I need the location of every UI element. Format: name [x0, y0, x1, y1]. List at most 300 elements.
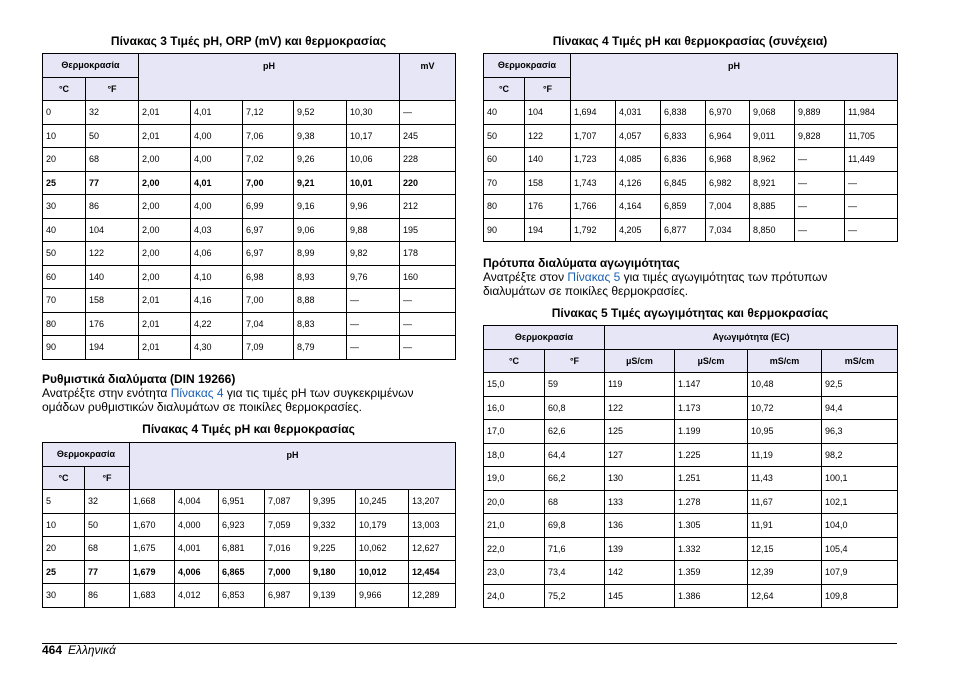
table-row — [484, 396, 898, 420]
table-cell: 158 — [86, 289, 139, 313]
table-row — [43, 124, 456, 148]
table-cell: 119 — [605, 373, 675, 397]
table-cell: 50 — [484, 124, 525, 148]
table-cell: 9,139 — [310, 584, 356, 608]
table-cell: 12,627 — [409, 537, 456, 561]
table-cell: 9,828 — [795, 124, 845, 148]
table-row — [43, 171, 456, 195]
header-fahrenheit: °F — [85, 466, 130, 490]
table-cell: 9,76 — [347, 265, 400, 289]
table-row — [43, 537, 456, 561]
table3 — [42, 53, 456, 360]
table-cell: 2,01 — [139, 312, 191, 336]
page-footer — [42, 643, 116, 657]
table-cell: 178 — [400, 242, 456, 266]
table-cell: 50 — [86, 124, 139, 148]
table-cell: 18,0 — [484, 443, 545, 467]
header-fahrenheit: °F — [86, 77, 139, 101]
table-cell: 71,6 — [545, 537, 605, 561]
table-row — [484, 443, 898, 467]
table-cell: 92,5 — [822, 373, 898, 397]
table-cell: 142 — [605, 561, 675, 585]
table-cell: 6,865 — [219, 560, 265, 584]
table-cell: 2,00 — [139, 242, 191, 266]
table-cell: 122 — [605, 396, 675, 420]
table-cell: 60 — [484, 148, 525, 172]
table-cell: 6,99 — [243, 195, 294, 219]
table-cell: 86 — [86, 195, 139, 219]
table-cell: 8,99 — [294, 242, 347, 266]
table-cell: 4,10 — [191, 265, 243, 289]
conductivity-text-before: Ανατρέξτε στον — [483, 270, 568, 284]
table-cell: 9,225 — [310, 537, 356, 561]
table-cell: 2,00 — [139, 218, 191, 242]
table-cell: 4,06 — [191, 242, 243, 266]
table-cell: 10,179 — [356, 513, 409, 537]
buffer-text-before: Ανατρέξτε στην ενότητα — [42, 386, 171, 400]
table-cell: 80 — [43, 312, 86, 336]
table-cell: — — [347, 312, 400, 336]
table-cell: 21,0 — [484, 514, 545, 538]
table-cell: 4,22 — [191, 312, 243, 336]
table-cell: 9,26 — [294, 148, 347, 172]
table-cell: 9,96 — [347, 195, 400, 219]
header-ph: pH — [139, 54, 400, 101]
table-cell: 4,057 — [616, 124, 661, 148]
header-ph: pH — [571, 54, 898, 101]
table-cell: 12,15 — [748, 537, 822, 561]
table-cell: 7,059 — [265, 513, 310, 537]
table-cell: — — [845, 171, 898, 195]
table-row — [484, 148, 898, 172]
table-cell: 20,0 — [484, 490, 545, 514]
table4-link[interactable]: Πίνακας 4 — [170, 386, 224, 400]
table-cell: 6,836 — [661, 148, 706, 172]
page-language: Ελληνικά — [68, 643, 116, 657]
header-conductivity: Αγωγιμότητα (EC) — [605, 326, 898, 350]
header-fahrenheit: °F — [525, 77, 571, 101]
table-cell: 1.305 — [675, 514, 748, 538]
table-cell: 2,00 — [139, 195, 191, 219]
table-cell: 2,01 — [139, 289, 191, 313]
table-cell: 8,921 — [750, 171, 795, 195]
table-cell: 6,845 — [661, 171, 706, 195]
header-ms-cm: mS/cm — [748, 349, 822, 373]
table-cell: 9,06 — [294, 218, 347, 242]
table-cell: 4,01 — [191, 101, 243, 125]
table-cell: 1,766 — [571, 195, 616, 219]
table-cell: 1,675 — [130, 537, 175, 561]
table-cell: 228 — [400, 148, 456, 172]
table-cell: 6,964 — [706, 124, 750, 148]
table-cell: 15,0 — [484, 373, 545, 397]
table-cell: 11,43 — [748, 467, 822, 491]
buffer-text-after: για τις τιμές pH των συγκεκριμένων ομάδων ρυθμιστικών διαλυμάτων σε ποικίλες θερμοκρασίες. — [42, 386, 414, 414]
table-cell: — — [795, 171, 845, 195]
table-cell: 1,668 — [130, 490, 175, 514]
table-cell: 1,723 — [571, 148, 616, 172]
table-cell: 4,126 — [616, 171, 661, 195]
table-row — [43, 584, 456, 608]
table-cell: 1,707 — [571, 124, 616, 148]
table-cell: 4,031 — [616, 101, 661, 125]
table-cell: 6,838 — [661, 101, 706, 125]
table-cell: 100,1 — [822, 467, 898, 491]
table-cell: 140 — [86, 265, 139, 289]
table-cell: 13,003 — [409, 513, 456, 537]
table5 — [483, 325, 898, 608]
table-cell: 9,52 — [294, 101, 347, 125]
table-cell: 4,006 — [175, 560, 219, 584]
table-cell: 245 — [400, 124, 456, 148]
page-number: 464 — [42, 643, 63, 657]
table-cell: 17,0 — [484, 420, 545, 444]
table-cell: 2,01 — [139, 101, 191, 125]
table-cell: 122 — [525, 124, 571, 148]
table-row — [484, 490, 898, 514]
table-cell: 7,004 — [706, 195, 750, 219]
table-cell: 8,850 — [750, 218, 795, 242]
table-cell: 4,164 — [616, 195, 661, 219]
table-cell: 62,6 — [545, 420, 605, 444]
table-cell: 40 — [484, 101, 525, 125]
table-cell: 9,011 — [750, 124, 795, 148]
table-cell: 6,98 — [243, 265, 294, 289]
table-cell: 4,30 — [191, 336, 243, 360]
table-cell: 25 — [43, 560, 85, 584]
table4c-caption: Πίνακας 4 Τιμές pH και θερμοκρασίας (συνέχεια) — [552, 34, 828, 48]
header-us-cm: µS/cm — [675, 349, 748, 373]
table-cell: 140 — [525, 148, 571, 172]
table-row — [43, 101, 456, 125]
table-cell: 4,00 — [191, 148, 243, 172]
header-ms-cm: mS/cm — [822, 349, 898, 373]
table-cell: 9,068 — [750, 101, 795, 125]
table-cell: 4,205 — [616, 218, 661, 242]
table-cell: 60,8 — [545, 396, 605, 420]
header-temperature: Θερμοκρασία — [484, 54, 571, 78]
table-cell: 7,00 — [243, 289, 294, 313]
table-cell: 4,085 — [616, 148, 661, 172]
table-cell: 25 — [43, 171, 86, 195]
table-cell: 12,454 — [409, 560, 456, 584]
table-cell: — — [400, 336, 456, 360]
table-cell: 11,984 — [845, 101, 898, 125]
table-cell: 50 — [43, 242, 86, 266]
table-cell: 7,12 — [243, 101, 294, 125]
table-cell: 4,00 — [191, 124, 243, 148]
table-cell: 73,4 — [545, 561, 605, 585]
table-cell: 13,207 — [409, 490, 456, 514]
table-cell: 68 — [86, 148, 139, 172]
table-row — [43, 148, 456, 172]
header-celsius: °C — [484, 77, 525, 101]
table-cell: 40 — [43, 218, 86, 242]
table-cell: 1.359 — [675, 561, 748, 585]
table-row — [484, 514, 898, 538]
table-cell: — — [845, 195, 898, 219]
table-cell: 80 — [484, 195, 525, 219]
table-cell: — — [400, 289, 456, 313]
conductivity-paragraph — [483, 270, 843, 298]
table-cell: 1.332 — [675, 537, 748, 561]
table4-continued — [483, 53, 898, 242]
table-cell: 139 — [605, 537, 675, 561]
table-cell: 10,30 — [347, 101, 400, 125]
table-cell: 212 — [400, 195, 456, 219]
table-row — [484, 124, 898, 148]
table-cell: — — [795, 195, 845, 219]
table-cell: 1.199 — [675, 420, 748, 444]
table-cell: 1,694 — [571, 101, 616, 125]
table-cell: 2,00 — [139, 148, 191, 172]
table-cell: 24,0 — [484, 584, 545, 608]
table-cell: 10,01 — [347, 171, 400, 195]
table-cell: 6,97 — [243, 242, 294, 266]
table-cell: 7,000 — [265, 560, 310, 584]
table-cell: 7,00 — [243, 171, 294, 195]
table-cell: 9,889 — [795, 101, 845, 125]
table-cell: 96,3 — [822, 420, 898, 444]
table-cell: 136 — [605, 514, 675, 538]
table-cell: — — [795, 148, 845, 172]
table-cell: — — [347, 289, 400, 313]
table-cell: 145 — [605, 584, 675, 608]
table-cell: 104,0 — [822, 514, 898, 538]
table-cell: 7,02 — [243, 148, 294, 172]
table-cell: 6,982 — [706, 171, 750, 195]
table-cell: 98,2 — [822, 443, 898, 467]
header-temperature: Θερμοκρασία — [43, 54, 139, 78]
table-cell: 9,395 — [310, 490, 356, 514]
header-fahrenheit: °F — [545, 349, 605, 373]
table-cell: 125 — [605, 420, 675, 444]
header-us-cm: µS/cm — [605, 349, 675, 373]
table-cell: 4,012 — [175, 584, 219, 608]
table-cell: 6,853 — [219, 584, 265, 608]
table-cell: 9,180 — [310, 560, 356, 584]
table-cell: 1,683 — [130, 584, 175, 608]
table4-caption: Πίνακας 4 Τιμές pH και θερμοκρασίας — [142, 422, 355, 436]
table-cell: 1.386 — [675, 584, 748, 608]
table-cell: 7,04 — [243, 312, 294, 336]
table4 — [42, 442, 456, 608]
table-cell: — — [845, 218, 898, 242]
table-cell: 9,21 — [294, 171, 347, 195]
table-cell: 4,01 — [191, 171, 243, 195]
table-cell: 11,19 — [748, 443, 822, 467]
table-cell: 6,968 — [706, 148, 750, 172]
table-cell: 7,06 — [243, 124, 294, 148]
table-cell: 77 — [85, 560, 130, 584]
table-cell: 10,245 — [356, 490, 409, 514]
table-cell: 68 — [85, 537, 130, 561]
table-cell: 194 — [525, 218, 571, 242]
table-cell: 11,67 — [748, 490, 822, 514]
table-cell: 16,0 — [484, 396, 545, 420]
table-row — [484, 195, 898, 219]
table-row — [484, 373, 898, 397]
table-row — [43, 218, 456, 242]
table-cell: 69,8 — [545, 514, 605, 538]
table-cell: 6,833 — [661, 124, 706, 148]
table-cell: 9,38 — [294, 124, 347, 148]
table-cell: 9,16 — [294, 195, 347, 219]
table-cell: 11,449 — [845, 148, 898, 172]
table-cell: 5 — [43, 490, 85, 514]
table-cell: 10,17 — [347, 124, 400, 148]
table-row — [43, 513, 456, 537]
table-cell: 194 — [86, 336, 139, 360]
table-row — [43, 336, 456, 360]
table-row — [43, 490, 456, 514]
table-cell: 133 — [605, 490, 675, 514]
table-cell: 6,970 — [706, 101, 750, 125]
table-cell: 23,0 — [484, 561, 545, 585]
table-cell: 2,01 — [139, 124, 191, 148]
table-cell: 7,087 — [265, 490, 310, 514]
table5-link[interactable]: Πίνακας 5 — [567, 270, 621, 284]
conductivity-text-after: για τιμές αγωγιμότητας των πρότυπων διαλυμάτων σε ποικίλες θερμοκρασίες. — [483, 270, 828, 298]
table-cell: 195 — [400, 218, 456, 242]
table-cell: 86 — [85, 584, 130, 608]
table-cell: 109,8 — [822, 584, 898, 608]
table-cell: 10,95 — [748, 420, 822, 444]
table-cell: 9,82 — [347, 242, 400, 266]
table-row — [43, 289, 456, 313]
table-cell: 6,859 — [661, 195, 706, 219]
table-cell: 4,16 — [191, 289, 243, 313]
table-cell: 6,877 — [661, 218, 706, 242]
header-celsius: °C — [43, 77, 86, 101]
table-cell: 68 — [545, 490, 605, 514]
table-cell: 8,885 — [750, 195, 795, 219]
table-cell: 105,4 — [822, 537, 898, 561]
table-cell: 122 — [86, 242, 139, 266]
table-cell: 10 — [43, 124, 86, 148]
table-cell: 10,48 — [748, 373, 822, 397]
table-row — [484, 218, 898, 242]
table-cell: — — [795, 218, 845, 242]
table-cell: 176 — [525, 195, 571, 219]
table-cell: 94,4 — [822, 396, 898, 420]
table-cell: 8,962 — [750, 148, 795, 172]
table-cell: 10,06 — [347, 148, 400, 172]
table-cell: 10,012 — [356, 560, 409, 584]
table-cell: — — [400, 312, 456, 336]
table-cell: 2,00 — [139, 265, 191, 289]
buffer-heading: Ρυθμιστικά διαλύματα (DIN 19266) — [42, 372, 236, 386]
footer-rule — [42, 643, 897, 644]
table-cell: 2,00 — [139, 171, 191, 195]
table-cell: 4,03 — [191, 218, 243, 242]
table-cell: 32 — [85, 490, 130, 514]
table-cell: 6,97 — [243, 218, 294, 242]
table-cell: 70 — [43, 289, 86, 313]
table-cell: 4,000 — [175, 513, 219, 537]
table-row — [43, 195, 456, 219]
table-cell: 7,09 — [243, 336, 294, 360]
table-cell: 102,1 — [822, 490, 898, 514]
table-cell: 70 — [484, 171, 525, 195]
table-cell: 10,72 — [748, 396, 822, 420]
table-row — [484, 561, 898, 585]
table-cell: 60 — [43, 265, 86, 289]
table-cell: 4,004 — [175, 490, 219, 514]
table-cell: 59 — [545, 373, 605, 397]
table-cell: 9,88 — [347, 218, 400, 242]
table-cell: 75,2 — [545, 584, 605, 608]
table-row — [43, 560, 456, 584]
table-cell: 50 — [85, 513, 130, 537]
table-cell: 1.225 — [675, 443, 748, 467]
table-cell: 7,034 — [706, 218, 750, 242]
table-cell: 6,951 — [219, 490, 265, 514]
table5-caption: Πίνακας 5 Τιμές αγωγιμότητας και θερμοκρασίας — [551, 306, 829, 320]
table-cell: 90 — [43, 336, 86, 360]
header-ph: pH — [130, 443, 456, 490]
table-cell: 8,79 — [294, 336, 347, 360]
table-cell: 19,0 — [484, 467, 545, 491]
table-cell: 10 — [43, 513, 85, 537]
table-cell: 1.251 — [675, 467, 748, 491]
table-cell: 12,289 — [409, 584, 456, 608]
table-cell: 30 — [43, 195, 86, 219]
table-cell: 4,00 — [191, 195, 243, 219]
table-row — [484, 101, 898, 125]
table-cell: 160 — [400, 265, 456, 289]
table-cell: 12,64 — [748, 584, 822, 608]
table-cell: 77 — [86, 171, 139, 195]
table-cell: 9,332 — [310, 513, 356, 537]
header-celsius: °C — [484, 349, 545, 373]
table-cell: 4,001 — [175, 537, 219, 561]
table-cell: 20 — [43, 537, 85, 561]
table-cell: — — [347, 336, 400, 360]
table-row — [43, 265, 456, 289]
table-cell: 8,88 — [294, 289, 347, 313]
table-cell: 130 — [605, 467, 675, 491]
table-cell: 0 — [43, 101, 86, 125]
table-cell: 64,4 — [545, 443, 605, 467]
table-cell: 104 — [525, 101, 571, 125]
table-cell: 158 — [525, 171, 571, 195]
table-cell: 30 — [43, 584, 85, 608]
header-mv: mV — [400, 54, 456, 101]
table-cell: — — [400, 101, 456, 125]
table-cell: 8,93 — [294, 265, 347, 289]
table-row — [43, 242, 456, 266]
table-cell: 220 — [400, 171, 456, 195]
table-cell: 66,2 — [545, 467, 605, 491]
table-cell: 1.147 — [675, 373, 748, 397]
table-row — [484, 584, 898, 608]
table-row — [484, 537, 898, 561]
table-cell: 1,792 — [571, 218, 616, 242]
header-temperature: Θερμοκρασία — [43, 443, 130, 467]
table-cell: 22,0 — [484, 537, 545, 561]
table-cell: 1,670 — [130, 513, 175, 537]
conductivity-heading: Πρότυπα διαλύματα αγωγιμότητας — [483, 256, 680, 270]
table-cell: 6,987 — [265, 584, 310, 608]
header-celsius: °C — [43, 466, 85, 490]
table-cell: 1,743 — [571, 171, 616, 195]
table-cell: 9,966 — [356, 584, 409, 608]
table-cell: 10,062 — [356, 537, 409, 561]
table-cell: 6,923 — [219, 513, 265, 537]
table-row — [484, 420, 898, 444]
table3-caption: Πίνακας 3 Τιμές pH, ORP (mV) και θερμοκρασίας — [110, 34, 387, 48]
